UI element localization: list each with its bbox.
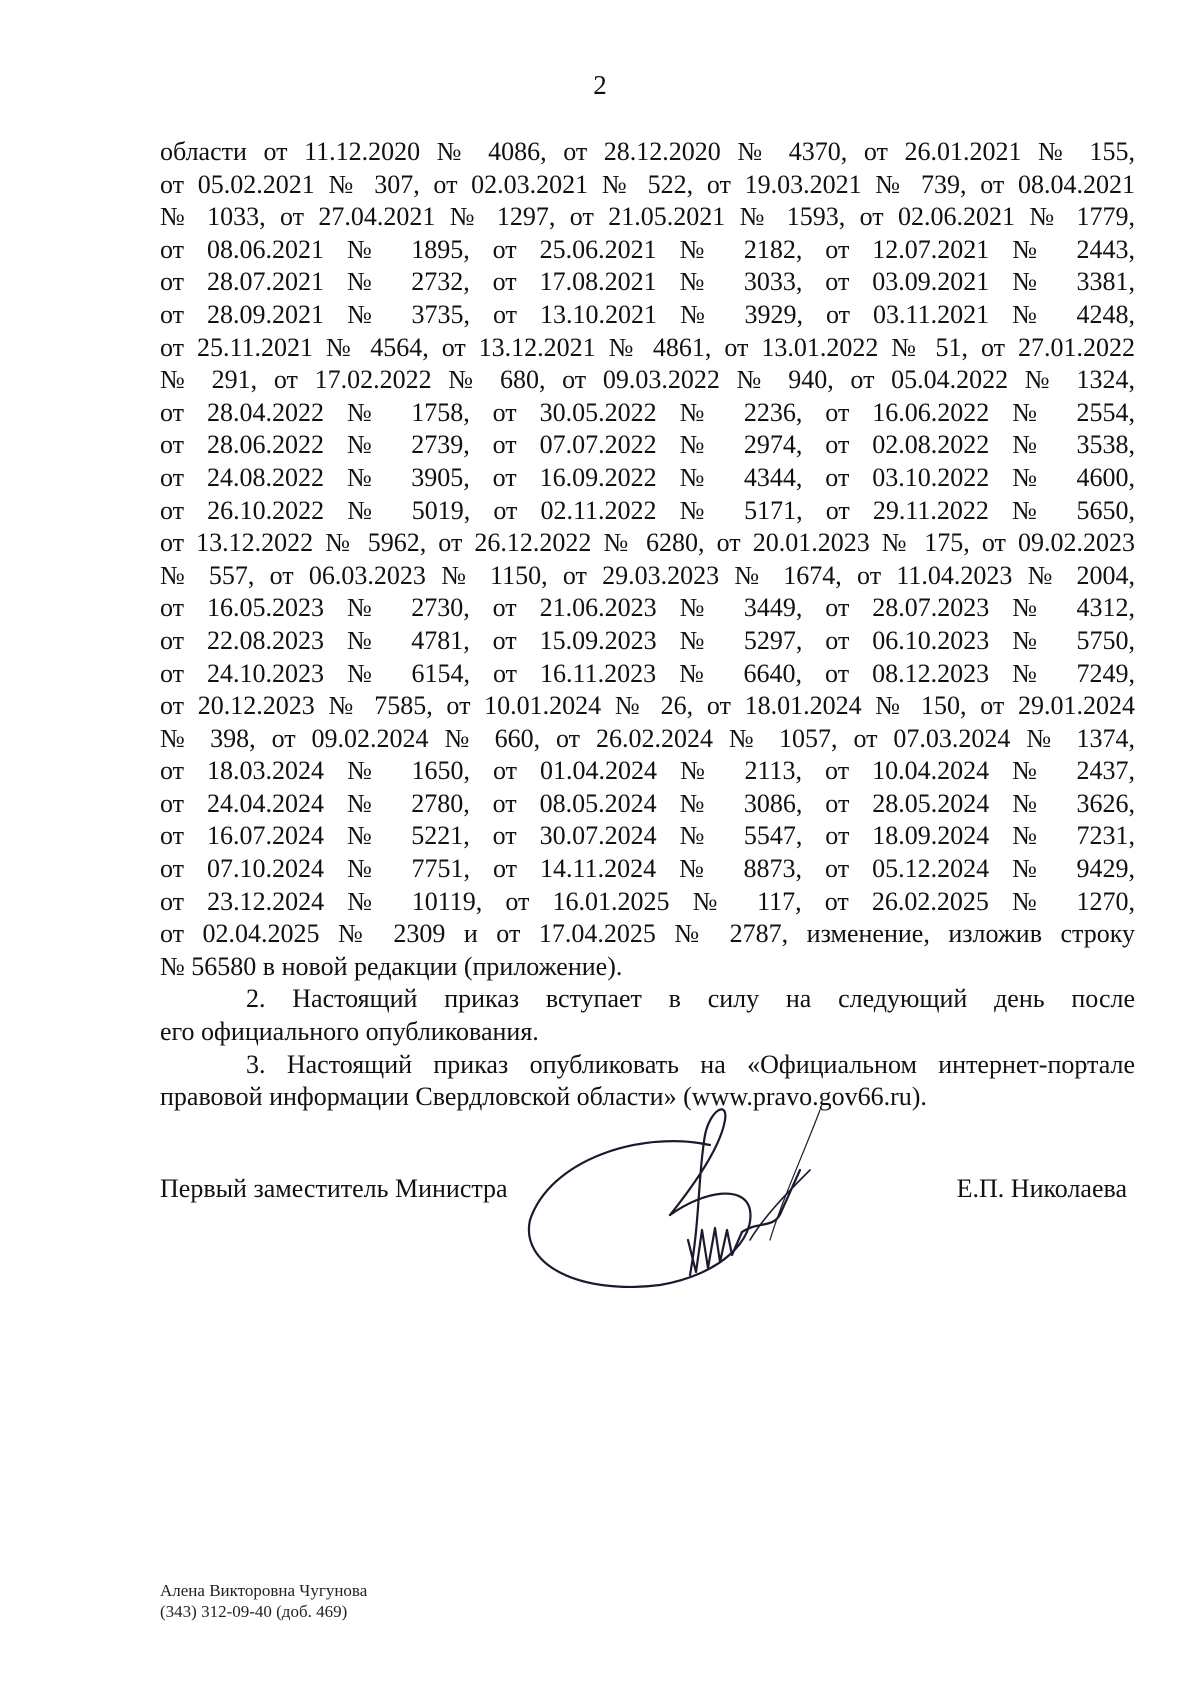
paragraph-2-line: его официального опубликования. <box>160 1017 539 1047</box>
paragraph-1-line: от 28.07.2021 № 2732, от 17.08.2021 № 3033, от 03.09.2021 № 3381, <box>160 267 1135 297</box>
paragraph-1-line: от 23.12.2024 № 10119, от 16.01.2025 № 117, от 26.02.2025 № 1270, <box>160 886 1135 916</box>
paragraph-1-line: от 08.06.2021 № 1895, от 25.06.2021 № 2182, от 12.07.2021 № 2443, <box>160 234 1135 264</box>
paragraph-1-line: от 22.08.2023 № 4781, от 15.09.2023 № 5297, от 06.10.2023 № 5750, <box>160 625 1135 655</box>
page-number: 2 <box>593 70 607 100</box>
paragraph-1-line: № 557, от 06.03.2023 № 1150, от 29.03.2023 № 1674, от 11.04.2023 № 2004, <box>160 560 1135 590</box>
paragraph-2-line: 2. Настоящий приказ вступает в силу на следующий день после <box>246 984 1135 1014</box>
executor-footer <box>160 1580 367 1622</box>
paragraph-1-line: от 16.07.2024 № 5221, от 30.07.2024 № 5547, от 18.09.2024 № 7231, <box>160 821 1135 851</box>
paragraph-1-line: № 56580 в новой редакции (приложение). <box>160 951 623 981</box>
paragraph-1-line: от 24.04.2024 № 2780, от 08.05.2024 № 3086, от 28.05.2024 № 3626, <box>160 788 1135 818</box>
signatory-name: Е.П. Николаева <box>956 1174 1127 1203</box>
paragraph-3-line: 3. Настоящий приказ опубликовать на «Официальном интернет-портале <box>246 1049 1135 1079</box>
paragraph-1-line: от 24.08.2022 № 3905, от 16.09.2022 № 4344, от 03.10.2022 № 4600, <box>160 462 1135 492</box>
executor-name: Алена Викторовна Чугунова <box>160 1581 368 1600</box>
paragraph-1-line: от 28.06.2022 № 2739, от 07.07.2022 № 2974, от 02.08.2022 № 3538, <box>160 430 1135 460</box>
paragraph-1-line: № 398, от 09.02.2024 № 660, от 26.02.2024 № 1057, от 07.03.2024 № 1374, <box>160 723 1135 753</box>
document-body <box>160 136 1135 1114</box>
executor-phone: (343) 312-09-40 (доб. 469) <box>160 1602 348 1621</box>
paragraph-1-line: от 28.09.2021 № 3735, от 13.10.2021 № 3929, от 03.11.2021 № 4248, <box>160 299 1135 329</box>
paragraph-1-line: от 18.03.2024 № 1650, от 01.04.2024 № 2113, от 10.04.2024 № 2437, <box>160 756 1135 786</box>
paragraph-1-line: от 20.12.2023 № 7585, от 10.01.2024 № 26, от 18.01.2024 № 150, от 29.01.2024 <box>160 691 1135 721</box>
paragraph-1-line: от 13.12.2022 № 5962, от 26.12.2022 № 6280, от 20.01.2023 № 175, от 09.02.2023 <box>160 528 1135 558</box>
paragraph-1-line: области от 11.12.2020 № 4086, от 28.12.2020 № 4370, от 26.01.2021 № 155, <box>160 137 1135 166</box>
paragraph-3-line: правовой информации Свердловской области» (www.pravo.gov66.ru). <box>160 1082 927 1112</box>
paragraph-1-line: № 1033, от 27.04.2021 № 1297, от 21.05.2021 № 1593, от 02.06.2021 № 1779, <box>160 202 1135 232</box>
paragraph-1-line: № 291, от 17.02.2022 № 680, от 09.03.2022 № 940, от 05.04.2022 № 1324, <box>160 365 1135 395</box>
paragraph-1-line: от 28.04.2022 № 1758, от 30.05.2022 № 2236, от 16.06.2022 № 2554, <box>160 397 1135 427</box>
paragraph-1-line: от 07.10.2024 № 7751, от 14.11.2024 № 8873, от 05.12.2024 № 9429, <box>160 854 1135 884</box>
signatory-title: Первый заместитель Министра <box>160 1174 508 1203</box>
paragraph-1-line: от 16.05.2023 № 2730, от 21.06.2023 № 3449, от 28.07.2023 № 4312, <box>160 593 1135 623</box>
paragraph-1-line: от 05.02.2021 № 307, от 02.03.2021 № 522, от 19.03.2021 № 739, от 08.04.2021 <box>160 169 1135 199</box>
handwritten-signature <box>520 1090 860 1310</box>
paragraph-1-line: от 25.11.2021 № 4564, от 13.12.2021 № 4861, от 13.01.2022 № 51, от 27.01.2022 <box>160 332 1135 362</box>
paragraph-1-line: от 26.10.2022 № 5019, от 02.11.2022 № 5171, от 29.11.2022 № 5650, <box>160 495 1135 525</box>
paragraph-1-line: от 02.04.2025 № 2309 и от 17.04.2025 № 2787, изменение, изложив строку <box>160 919 1135 949</box>
paragraph-1-line: от 24.10.2023 № 6154, от 16.11.2023 № 6640, от 08.12.2023 № 7249, <box>160 658 1135 688</box>
